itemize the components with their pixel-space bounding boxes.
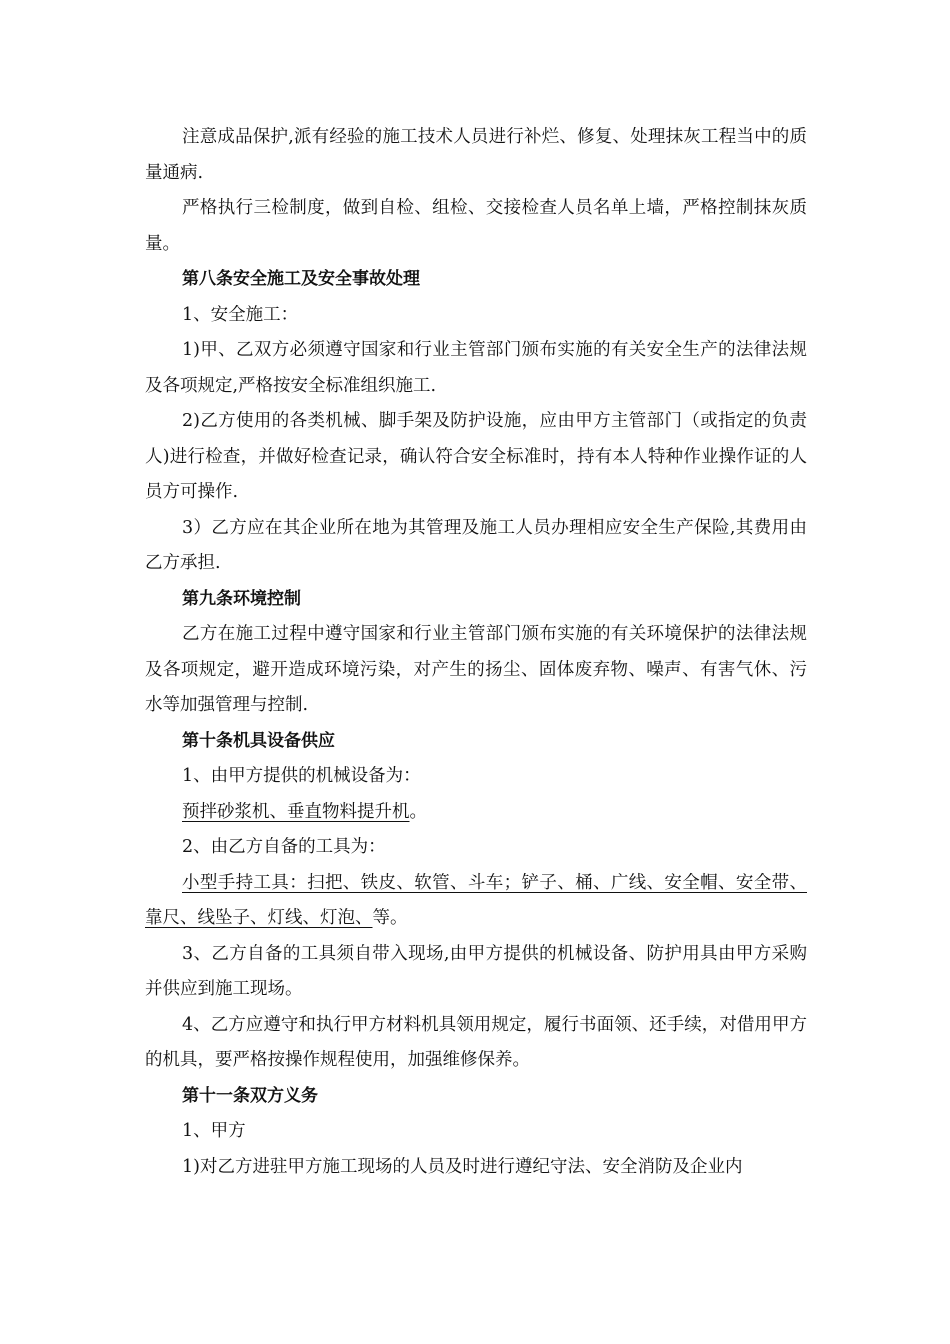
text: 等。 <box>372 908 408 928</box>
paragraph: 注意成品保护,派有经验的施工技术人员进行补烂、修复、处理抹灰工程当中的质量通病. <box>145 127 807 183</box>
paragraph: 1)甲、乙双方必须遵守国家和行业主管部门颁布实施的有关安全生产的法律法规及各项规定,严格按安全标准组织施工. <box>145 340 807 396</box>
paragraph: 3）乙方应在其企业所在地为其管理及施工人员办理相应安全生产保险,其费用由乙方承担. <box>145 517 807 573</box>
paragraph: 严格执行三检制度，做到自检、组检、交接检查人员名单上墙，严格控制抹灰质量。 <box>145 198 807 254</box>
paragraph: 2)乙方使用的各类机械、脚手架及防护设施，应由甲方主管部门（或指定的负责人)进行检查，并做好检查记录，确认符合安全标准时，持有本人特种作业操作证的人员方可操作. <box>145 411 807 502</box>
paragraph: 1)对乙方进驻甲方施工现场的人员及时进行遵纪守法、安全消防及企业内 <box>182 1156 743 1177</box>
paragraph <box>145 866 807 937</box>
paragraph: 1、由甲方提供的机械设备为： <box>182 766 421 786</box>
section-heading-9: 第九条环境控制 <box>182 588 301 609</box>
section-heading-11: 第十一条双方义务 <box>182 1085 318 1106</box>
paragraph: 1、甲方 <box>182 1121 246 1141</box>
text: 。 <box>409 801 427 822</box>
paragraph: 3、乙方自备的工具须自带入现场,由甲方提供的机械设备、防护用具由甲方采购并供应到施工现场。 <box>145 943 807 999</box>
paragraph: 4、乙方应遵守和执行甲方材料机具领用规定，履行书面领、还手续，对借用甲方的机具，要严格按操作规程使用，加强维修保养。 <box>145 1014 807 1070</box>
paragraph <box>145 795 807 831</box>
paragraph: 乙方在施工过程中遵守国家和行业主管部门颁布实施的有关环境保护的法律法规及各项规定，避开造成环境污染，对产生的扬尘、固体废弃物、噪声、有害气休、污水等加强管理与控制. <box>145 624 807 715</box>
underlined-text: 小型手持工具：扫把、铁皮、软管、斗车；铲子、桶、广线、安全帽、安全带、靠尺、线坠子、灯线、灯泡、 <box>145 872 807 928</box>
section-heading-10: 第十条机具设备供应 <box>182 730 335 751</box>
section-heading-8: 第八条安全施工及安全事故处理 <box>182 269 420 289</box>
paragraph: 2、由乙方自备的工具为： <box>182 837 386 857</box>
document-page <box>145 120 807 1185</box>
paragraph: 1、安全施工： <box>182 304 299 325</box>
underlined-text: 预拌砂浆机、垂直物料提升机 <box>182 801 410 822</box>
